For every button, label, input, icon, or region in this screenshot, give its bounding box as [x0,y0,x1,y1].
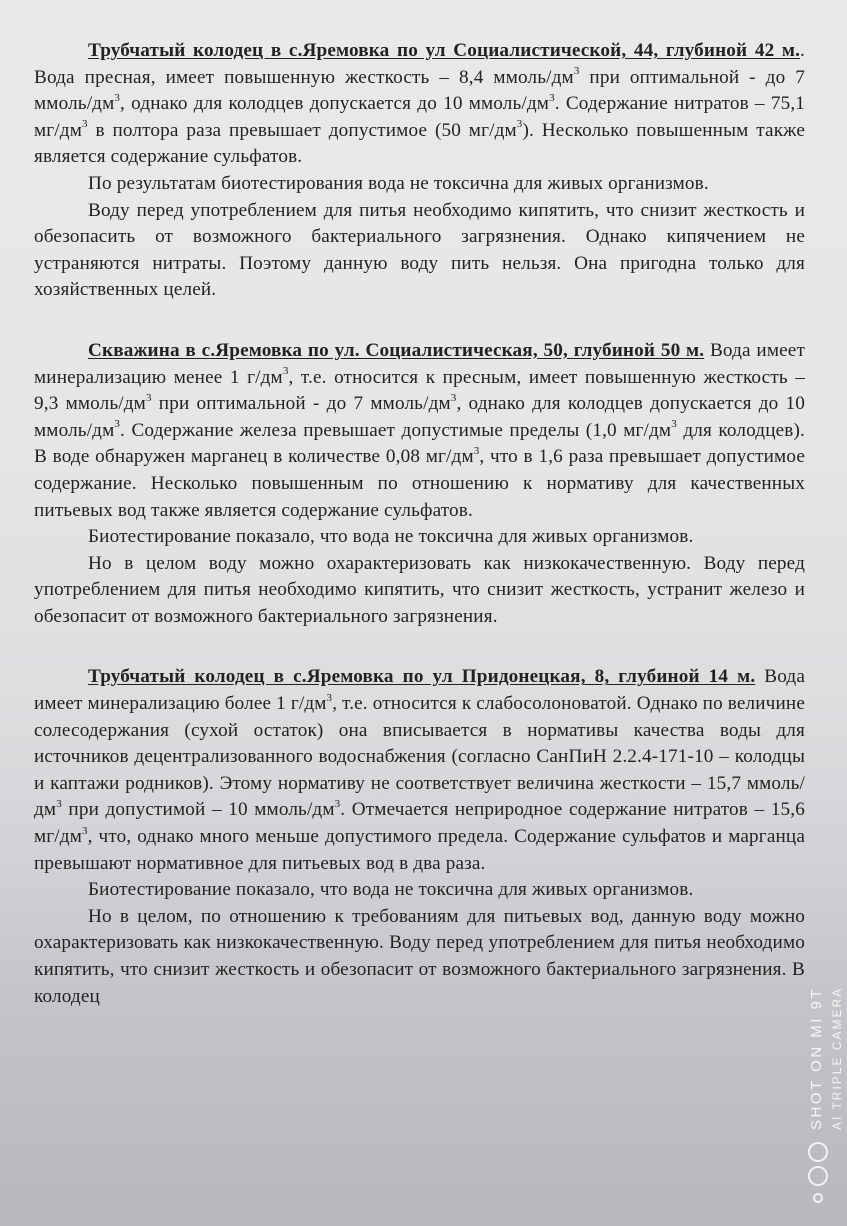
report-paragraph: Биотестирование показало, что вода не токсична для живых организмов. [88,526,694,548]
superscript: 3 [326,691,333,704]
superscript: 3 [671,418,677,431]
report-paragraph: Трубчатый колодец в с.Яремовка по ул Социалистической, 44, глубиной 42 м.. Вода пресная, имеет повышенную жесткость – 8,4 ммоль/$дм^3$ при оптимальной - до 7 ммоль/$дм^3$, однако для колодцев допускается до 10 ммоль/$дм^3$. Содержание нитратов – 75,1 $мг/дм^3$ в полтора раза превышает допустимое (50 $мг/дм^3$). Несколько повышенным также является содержание сульфатов. [34,40,806,168]
report-section [34,338,805,631]
section-heading: Трубчатый колодец в с.Яремовка по ул Придонецкая, 8, глубиной 14 м. [88,666,756,688]
report-paragraph: Трубчатый колодец в с.Яремовка по ул Придонецкая, 8, глубиной 14 м. Вода имеет минерализацию более 1 $г/дм^3$, т.е. относится к слабосолоноватой. Однако по величине солесодержания (сухой остаток) она вписывается в нормативы качества воды для источников децентрализованного водоснабжения (согласно СанПиН 2.2.4-171-10 – колодцы и каптажи родников). Этому нормативу не соответствует величина жесткости – 15,7 ммоль/$дм^3$ при допустимой – 10 ммоль/$дм^3$. Отмечается неприродное содержание нитратов – 15,6 $мг/дм^3$, что, однако много меньше допустимого предела. Содержание сульфатов и марганца превышают нормативное для питьевых вод в два раза. [34,666,805,874]
superscript: 3 [114,418,121,431]
report-paragraph: Воду перед употреблением для питья необходимо кипятить, что снизит жесткость и обезопасить от возможного бактериального загрязнения. Однако кипячением не устраняются нитраты. Поэтому данную воду пить нельзя. Она пригодна только для хозяйственных целей. [34,199,805,301]
superscript: 3 [516,118,523,131]
superscript: 3 [450,391,457,404]
camera-lens-icon [803,1140,833,1210]
report-paragraph: По результатам биотестирования вода не токсична для живых организмов. [88,172,709,194]
report-paragraph: Но в целом, по отношению к требованиям для питьевых вод, данную воду можно охарактеризовать как низкокачественную. Воду перед употреблением для питья необходимо кипятить, что снизит жесткость и обезопасит от возможного бактериального загрязнения. В колодец [34,905,805,1007]
report-section [34,664,805,1010]
superscript: 3 [573,65,580,78]
superscript: 3 [549,91,555,104]
document-body [34,38,805,1010]
superscript: 3 [334,798,341,811]
superscript: 3 [56,798,62,811]
report-paragraph: Биотестирование показало, что вода не токсична для живых организмов. [88,879,694,901]
report-paragraph: Скважина в с.Яремовка по ул. Социалистическая, 50, глубиной 50 м. Вода имеет минерализацию менее 1 $г/дм^3$, т.е. относится к пресным, имеет повышенную жесткость – 9,3 ммоль/$дм^3$ при оптимальной - до 7 ммоль/$дм^3$, однако для колодцев допускается до 10 ммоль/$дм^3$. Содержание железа превышает допустимые пределы (1,0 $мг/дм^3$ для колодцев). В воде обнаружен марганец в количестве 0,08 $мг/дм^3$, что в 1,6 раза превышает допустимое содержание. Несколько повышенным по отношению к нормативу для качественных питьевых вод также является содержание сульфатов. [34,339,806,521]
superscript: 3 [82,824,88,837]
superscript: 3 [114,91,121,104]
section-heading: Трубчатый колодец в с.Яремовка по ул Социалистической, 44, глубиной 42 м. [88,40,801,61]
superscript: 3 [282,365,289,378]
report-section [34,38,805,304]
report-paragraph: Но в целом воду можно охарактеризовать как низкокачественную. Воду перед употреблением для питья необходимо кипятить, что снизит жесткость, устранит железо и обезопасит от возможного бактериального загрязнения. [34,552,805,627]
camera-watermark [807,830,844,1130]
superscript: 3 [473,444,480,457]
section-heading: Скважина в с.Яремовка по ул. Социалистическая, 50, глубиной 50 м. [88,339,705,361]
superscript: 3 [145,391,152,404]
superscript: 3 [82,118,88,131]
watermark-line-2: AI TRIPLE CAMERA [830,986,844,1130]
watermark-line-1: SHOT ON MI 9T [808,986,825,1130]
